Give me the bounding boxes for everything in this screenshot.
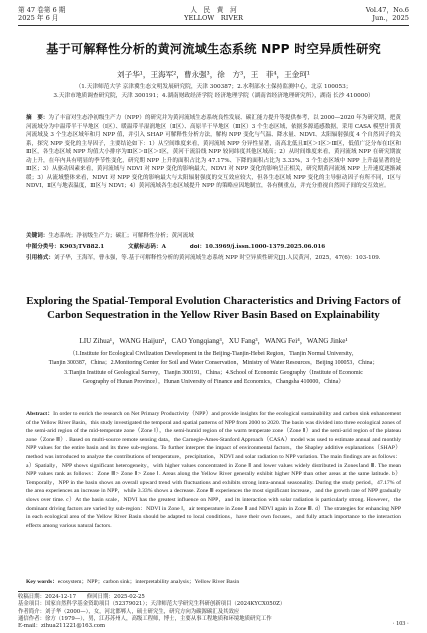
journal-name-en: YELLOW RIVER <box>184 14 243 22</box>
keywords-en <box>26 578 401 587</box>
journal-volume-en <box>366 6 409 22</box>
clc-value: K903;TV882.1 <box>59 244 105 250</box>
keywords-label-cn: 关键词： <box>26 233 49 239</box>
citation-format <box>26 254 401 263</box>
keywords-text-cn: 生态系统；净初级生产力；碳汇；可解释性分析；黄河流域 <box>48 233 194 239</box>
clc-label: 中图分类号： <box>26 244 60 250</box>
footnote-email[interactable]: E-mail：zihua211221@163.com <box>18 623 106 630</box>
footnote-first-author: 作者简介：刘子华（2000—），女，河北邯郸人，硕士研究生，研究方向为碳源碳汇及其效应 <box>18 608 240 615</box>
footnote-corresponding-author: 通信作者：徐方（1979—），男，江苏苏州人，高级工程师，博士，主要从事工程地质和环境地质研究工作 <box>18 615 272 622</box>
doc-label: 文献标志码： <box>127 244 162 250</box>
citation-label: 引用格式： <box>26 255 54 261</box>
footnote-funding: 基金项目：国家自然科学基金资助项目（52379021）；天津师范大学研究生科研创新项目（2024KYCX050Z） <box>18 601 286 608</box>
volume-issue-cn: 第 47 卷第 6 期 <box>18 6 66 14</box>
paper-title-en: Exploring the Spatial-Temporal Evolution Characteristics and Driving Factors of Carbon Sequestration in the Yellow River Basin Based on Explainability <box>26 295 401 321</box>
footnote-received-date: 收稿日期：2024-12-17 修回日期：2025-02-25 <box>18 594 145 600</box>
abstract-label-cn: 摘 要： <box>26 115 49 121</box>
affiliation-line: （1.Institute for Ecological Civilization Development in the Beijing-Tianjin-Hebei Region，Tianjin Normal University， <box>69 351 358 357</box>
page-number: · 103 · <box>392 620 409 627</box>
keywords-label-en: Key words： <box>26 579 58 585</box>
paper-title-cn: 基于可解释性分析的黄河流域生态系统 NPP 时空异质性研究 <box>46 42 381 56</box>
document-code <box>128 244 166 250</box>
footnotes <box>18 594 387 630</box>
journal-name-cn: 人 民 黄 河 <box>190 6 237 14</box>
date-cn: 2025 年 6 月 <box>18 14 59 22</box>
journal-name <box>18 6 409 22</box>
abstract-cn <box>26 114 401 191</box>
affiliation-line: Geography of Hunan Province），Hunan University of Finance and Economics，Changsha 410000，China） <box>82 379 345 386</box>
citation-text: 刘子华，王海军，曹永强，等.基于可解释性分析的黄河流域生态系统 NPP 时空异质性研究[J].人民黄河，2025，47(6)：103-109. <box>53 255 381 261</box>
abstract-en <box>26 410 401 530</box>
doi[interactable] <box>190 244 325 250</box>
affiliation-line: Tianjin 300387，China；2.Monitoring Center for Soil and Water Conservation，Ministry of Water Resources，Beijing 100053，China； <box>48 360 379 367</box>
affiliation-line: 3.天津市地质调查研究院，天津 300191；4.湖南财政经济学院 经济地理学院（湖南省经济地理研究所），湖南 长沙 410000） <box>53 92 374 99</box>
affiliations-en <box>24 350 403 388</box>
authors-cn: 刘子华¹，王海军²，曹永强³，徐 方³，王 菲⁴，王金珂¹ <box>117 70 310 79</box>
affiliation-line: （1.天津师范大学 京津冀生态文明发展研究院，天津 300387；2.水利部水土保持监测中心，北京 100053； <box>75 84 352 90</box>
doc-value: A <box>161 244 166 250</box>
authors-en: LIU Zihua¹，WANG Haijun²，CAO Yongqiang³，XU Fang³，WANG Fei⁴，WANG Jinke¹ <box>79 337 348 345</box>
abstract-label-en: Abstract： <box>26 411 54 417</box>
clc-number <box>26 244 104 250</box>
volume-issue-en: Vol.47，No.6 <box>365 6 409 14</box>
doi-label: doi： <box>189 244 206 250</box>
header-divider <box>18 25 409 26</box>
abstract-text-cn: 为了丰富对生态净初级生产力（NPP）的研究并为黄河流域生态系统良性发展、碳汇能力提升等提供参考，以 2000—2020 年为研究期，把黄河流域分为中温带半干旱地区（Ⅰ区）、暖温带半湿润地区（Ⅱ区）、高原半干旱地区（Ⅲ区）3 个生态区域，依据多源遥感数据，采用 CASA 模型计算黄河流域及 3 个生态区域年和月 NPP 值，并引入 SHAP 可解释性分析方法，解构 NPP 变化与气温、降水量、NDVI、太阳辐射强度 4 个自然因子的关系，探究 NPP 变化的主导因子，主要结论如下：1）从空间维度来看，黄河流域 NPP 分异性显著，南高北低且Ⅱ区＞Ⅰ区＞Ⅲ区，低值广泛分布在Ⅰ区和Ⅲ区，各生态区域 NPP 均值大小排序为Ⅲ区＞Ⅱ区＞Ⅰ区，黄河干流沿线 NPP 较同纬度其他区域高；2）从时间维度来看，黄河流域 NPP 在研究期波动上升，在年内具有明显的季节性变化，研究期 NPP 上升的面积占比为 47.17%、下降的面积占比为 3.33%，3 个生态区域中 NPP 上升最显著的是Ⅲ区；3）从驱动因素来看，黄河流域与 NDVI 对 NPP 变化的影响最大，NDVI 对 NPP 变化的影响呈正相关，研究期黄河流域 NPP 上升速度逐渐减缓；3）从流域整体来看，NDVI 对 NPP 变化的影响最大与太阳辐射强度的交互效应较大，但各生态区域 NPP 变化的主导驱动因子有所不同，Ⅰ区与 NDVI，Ⅱ区与地表温度，Ⅲ区与 NDVI；4）黄河流域各生态区域提升 NPP 的策略应因地制宜，各有侧重点，并充分重视自然因子间的交互效应。 <box>26 115 401 189</box>
date-en: Jun.，2025 <box>372 14 409 22</box>
keywords-cn <box>26 232 401 241</box>
affiliations-cn <box>22 83 405 100</box>
classification-row <box>26 243 401 252</box>
doi-link[interactable]: 10.3969/j.issn.1000-1379.2025.06.016 <box>205 244 326 250</box>
abstract-text-en: In order to enrich the research on Net Primary Productivity（NPP）and provide insights for the ecological sustainability and carbon sink enhancement of the Yellow River Basin，this study investigated the temporal and spatial patterns of NPP from 2000 to 2020. The basin was divided into three ecological zones of the semi-arid region of the mid-temperate zone（Zone Ⅰ），the semi-humid region of the warm temperate zone（Zone Ⅱ）and the semi-arid region of the plateau zone（Zone Ⅲ）. Based on multi-source remote sensing data，the Carnegie-Ames-Stanford Approach（CASA）model was used to estimate annual and monthly NPP values for the entire basin and its three sub-regions. To further interpret the impact of environmental factors，the Shapley additive explanations（SHAP）method was introduced to analyze the contributions of temperature，precipitation，NDVI and solar radiation to NPP variation. The main findings are as follows：a）Spatially，NPP shows significant heterogeneity，with higher values concentrated in Zone Ⅱ and lower values widely distributed in ZonesⅠand Ⅲ. The mean NPP values rank as follows：Zone Ⅲ> Zone Ⅱ> Zone Ⅰ. Areas along the Yellow River generally exhibit higher NPP than other areas at the same latitude. b）Temporally，NPP in the basin shows an overall upward trend with fluctuations and exhibits strong intra-annual seasonality. During the study period，47.17% of the area experiences an increase in NPP，while 3.33% shows a decrease. Zone Ⅲ experiences the most significant increase，and the growth rate of NPP gradually slows over time. c）At the basin scale，NDVI has the greatest influence on NPP，and its interaction with solar radiation is particularly strong. However，the dominant driving factors are varied by sub-region：NDVI in Zone Ⅰ，air temperature in Zone Ⅱ and NDVI again in Zone Ⅲ. d）The strategies for enhancing NPP in each ecological area of the Yellow River Basin should be adapted to local conditions，have their own focuses，and fully attach importance to the interaction effects among various natural factors. <box>26 411 401 529</box>
footnote-divider <box>18 591 138 592</box>
keywords-text-en: ecosystem；NPP；carbon sink；interpretability analysis；Yellow River Basin <box>57 579 240 585</box>
affiliation-line: 3.Tianjin Institute of Geological Survey，Tianjin 300191，China；4.School of Economic Geography（Institute of Economic <box>64 369 363 376</box>
